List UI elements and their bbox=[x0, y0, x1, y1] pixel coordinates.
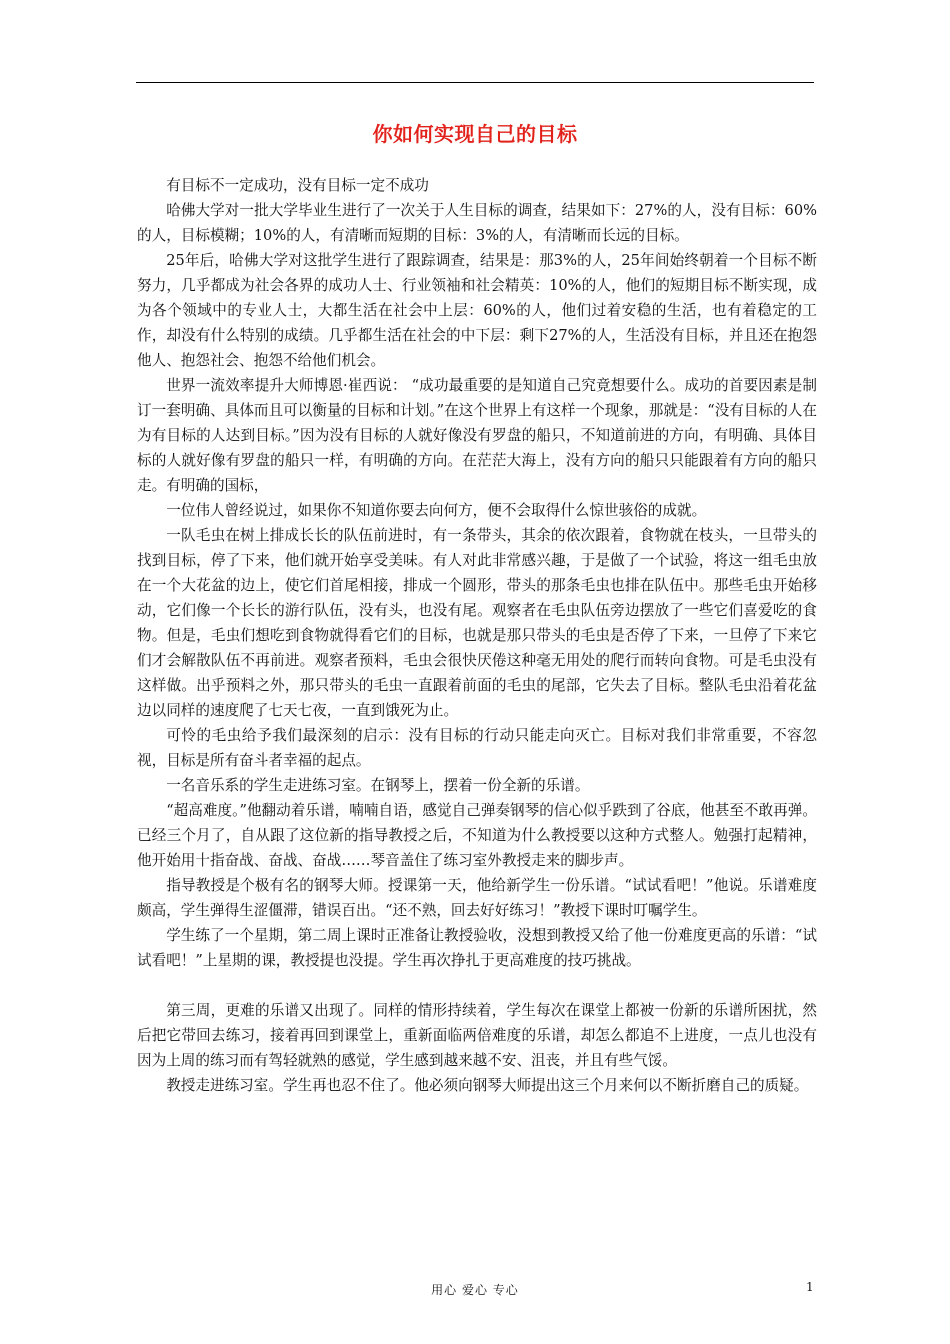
paragraph: 教授走进练习室。学生再也忍不住了。他必须向钢琴大师提出这三个月来何以不断折磨自己的质疑。 bbox=[166, 1077, 809, 1094]
page-number: 1 bbox=[806, 1280, 814, 1294]
paragraph: 指导教授是个极有名的钢琴大师。授课第一天，他给新学生一份乐谱。“试试看吧！”他说。乐谱难度颇高，学生弹得生涩僵滞，错误百出。“还不熟，回去好好练习！”教授下课时叮嘱学生。 bbox=[137, 877, 817, 919]
paragraph: 有目标不一定成功，没有目标一定不成功 bbox=[166, 177, 429, 194]
paragraph: 哈佛大学对一批大学毕业生进行了一次关于人生目标的调查，结果如下：27%的人，没有目标：60%的人，目标模糊；10%的人，有清晰而短期的目标：3%的人，有清晰而长远的目标。 bbox=[137, 202, 817, 244]
paragraph: 一队毛虫在树上排成长长的队伍前进时，有一条带头，其余的依次跟着，食物就在枝头，一旦带头的找到目标，停了下来，他们就开始享受美味。有人对此非常感兴趣，于是做了一个试验，将这一组毛虫放在一个大花盆的边上，使它们首尾相接，排成一个圆形，带头的那条毛虫也排在队伍中。那些毛虫开始移动，它们像一个长长的游行队伍，没有头，也没有尾。观察者在毛虫队伍旁边摆放了一些它们喜爱吃的食物。但是，毛虫们想吃到食物就得看它们的目标，也就是那只带头的毛虫是否停了下来，一旦停了下来它们才会解散队伍不再前进。观察者预料，毛虫会很快厌倦这种毫无用处的爬行而转向食物。可是毛虫没有这样做。出乎预料之外，那只带头的毛虫一直跟着前面的毛虫的尾部，它失去了目标。整队毛虫沿着花盆边以同样的速度爬了七天七夜，一直到饿死为止。 bbox=[137, 527, 817, 719]
paragraph: 可怜的毛虫给予我们最深刻的启示：没有目标的行动只能走向灭亡。目标对我们非常重要，不容忽视，目标是所有奋斗者幸福的起点。 bbox=[137, 727, 817, 769]
paragraph: 一位伟人曾经说过，如果你不知道你要去向何方，便不会取得什么惊世骇俗的成就。 bbox=[166, 502, 707, 519]
paragraph: 学生练了一个星期，第二周上课时正准备让教授验收，没想到教授又给了他一份难度更高的乐谱：“试试看吧！”上星期的课，教授提也没提。学生再次挣扎于更高难度的技巧挑战。 bbox=[137, 927, 817, 969]
paragraph: 世界一流效率提升大师博恩·崔西说： “成功最重要的是知道自己究竟想要什么。成功的首要因素是制订一套明确、具体而且可以衡量的目标和计划。”在这个世界上有这样一个现象，那就是：“没有目标的人在为有目标的人达到目标。”因为没有目标的人就好像没有罗盘的船只，不知道前进的方向，有明确、具体目标的人就好像有罗盘的船只一样，有明确的方向。在茫茫大海上，没有方向的船只只能跟着有方向的船只走。有明确的国标， bbox=[137, 377, 817, 494]
footer-slogan: 用心 爱心 专心 bbox=[431, 1283, 519, 1297]
paragraph: 第三周，更难的乐谱又出现了。同样的情形持续着，学生每次在课堂上都被一份新的乐谱所困扰，然后把它带回去练习，接着再回到课堂上，重新面临两倍难度的乐谱，却怎么都追不上进度，一点儿也没有因为上周的练习而有驾轻就熟的感觉，学生感到越来越不安、沮丧，并且有些气馁。 bbox=[137, 1002, 817, 1069]
paragraph: 一名音乐系的学生走进练习室。在钢琴上，摆着一份全新的乐谱。 bbox=[166, 777, 590, 794]
paragraph: 25年后，哈佛大学对这批学生进行了跟踪调查，结果是：那3%的人，25年间始终朝着一个目标不断努力，几乎都成为社会各界的成功人士、行业领袖和社会精英：10%的人，他们的短期目标不断实现，成为各个领域中的专业人士，大都生活在社会中上层：60%的人，他们过着安稳的生活，也有着稳定的工作，却没有什么特别的成绩。几乎都生活在社会的中下层：剩下27%的人，生活没有目标，并且还在抱怨他人、抱怨社会、抱怨不给他们机会。 bbox=[137, 252, 817, 369]
article-body bbox=[137, 173, 817, 1098]
paragraph: “超高难度。”他翻动着乐谱，喃喃自语，感觉自己弹奏钢琴的信心似乎跌到了谷底，他甚至不敢再弹。已经三个月了，自从跟了这位新的指导教授之后，不知道为什么教授要以这种方式整人。勉强打起精神，他开始用十指奋战、奋战、奋战……琴音盖住了练习室外教授走来的脚步声。 bbox=[137, 802, 817, 869]
header-rule bbox=[136, 82, 814, 83]
page-title: 你如何实现自己的目标 bbox=[372, 122, 578, 146]
